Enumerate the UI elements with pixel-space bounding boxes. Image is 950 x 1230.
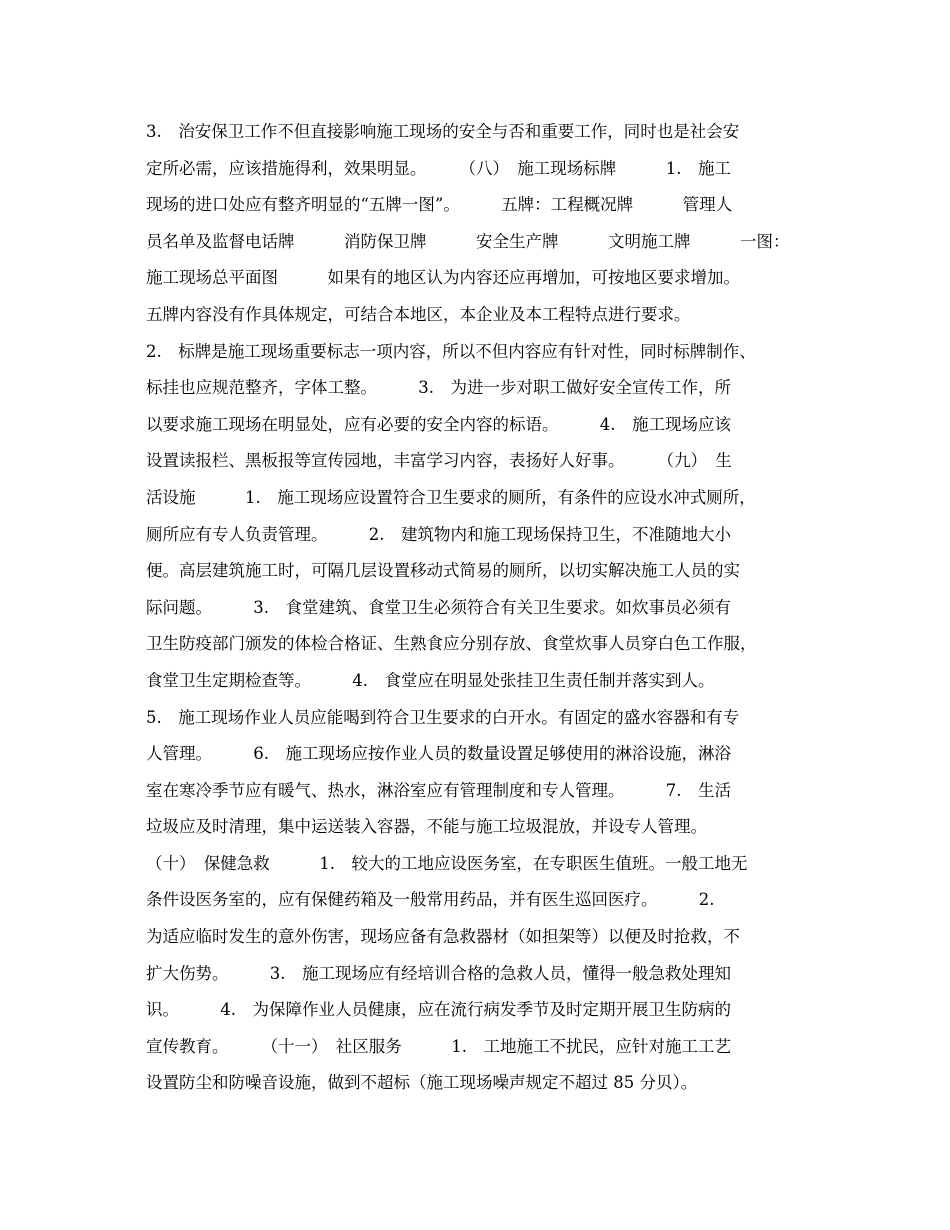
- text-line: 5. 施工现场作业人员应能喝到符合卫生要求的白开水。有固定的盛水容器和有专: [146, 707, 740, 727]
- text-line: 扩大伤势。 3. 施工现场应有经培训合格的急救人员，懂得一般急救处理知: [146, 963, 731, 983]
- text-line: 施工现场总平面图 如果有的地区认为内容还应再增加，可按地区要求增加。: [146, 268, 740, 288]
- text-line: 食堂卫生定期检查等。 4. 食堂应在明显处张挂卫生责任制并落实到人。: [146, 670, 715, 690]
- text-line: 活设施 1. 施工现场应设置符合卫生要求的厕所，有条件的应设水冲式厕所，: [146, 487, 756, 507]
- text-line: 宣传教育。 （十一） 社区服务 1. 工地施工不扰民，应针对施工工艺: [146, 1036, 731, 1056]
- text-line: 厕所应有专人负责管理。 2. 建筑物内和施工现场保持卫生，不准随地大小: [146, 524, 731, 544]
- text-line: 识。 4. 为保障作业人员健康，应在流行病发季节及时定期开展卫生防病的: [146, 1000, 731, 1020]
- text-line: 卫生防疫部门颁发的体检合格证、生熟食应分别存放、食堂炊事人员穿白色工作服，: [146, 634, 757, 654]
- text-line: 以要求施工现场在明显处，应有必要的安全内容的标语。 4. 施工现场应该: [146, 414, 731, 434]
- text-line: 现场的进口处应有整齐明显的“五牌一图”。 五牌：工程概况牌 管理人: [146, 195, 733, 215]
- text-line: 2. 标牌是施工现场重要标志一项内容，所以不但内容应有针对性，同时标牌制作、: [146, 341, 756, 361]
- text-line: 设置读报栏、黑板报等宣传园地，丰富学习内容，表扬好人好事。 （九） 生: [146, 451, 732, 471]
- text-line: 定所必需，应该措施得利，效果明显。 （八） 施工现场标牌 1. 施工: [146, 158, 731, 178]
- text-line: 员名单及监督电话牌 消防保卫牌 安全生产牌 文明施工牌 一图：: [146, 231, 790, 251]
- text-line: 人管理。 6. 施工现场应按作业人员的数量设置足够使用的淋浴设施，淋浴: [146, 744, 731, 764]
- text-line: 设置防尘和防噪音设施，做到不超标（施工现场噪声规定不超过 85 分贝）。: [146, 1073, 698, 1093]
- text-line: 为适应临时发生的意外伤害，现场应备有急救器材（如担架等）以便及时抢救，不: [146, 927, 740, 947]
- text-line: 便。高层建筑施工时，可隔几层设置移动式简易的厕所，以切实解决施工人员的实: [146, 561, 740, 581]
- text-line: 五牌内容没有作具体规定，可结合本地区，本企业及本工程特点进行要求。: [146, 304, 691, 324]
- text-line: 条件设医务室的，应有保健药箱及一般常用药品，并有医生巡回医疗。 2.: [146, 890, 715, 910]
- text-line: 室在寒冷季节应有暖气、热水，淋浴室应有管理制度和专人管理。 7. 生活: [146, 780, 731, 800]
- text-line: 际问题。 3. 食堂建筑、食堂卫生必须符合有关卫生要求。如炊事员必须有: [146, 597, 731, 617]
- text-line: （十） 保健急救 1. 较大的工地应设医务室，在专职医生值班。一般工地无: [146, 853, 748, 873]
- text-line: 垃圾应及时清理，集中运送装入容器，不能与施工垃圾混放，并设专人管理。: [146, 817, 707, 837]
- body-text: [146, 114, 826, 1102]
- text-line: 标挂也应规范整齐，字体工整。 3. 为进一步对职工做好安全宣传工作，所: [146, 378, 731, 398]
- text-line: 3. 治安保卫工作不但直接影响施工现场的安全与否和重要工作，同时也是社会安: [146, 122, 740, 141]
